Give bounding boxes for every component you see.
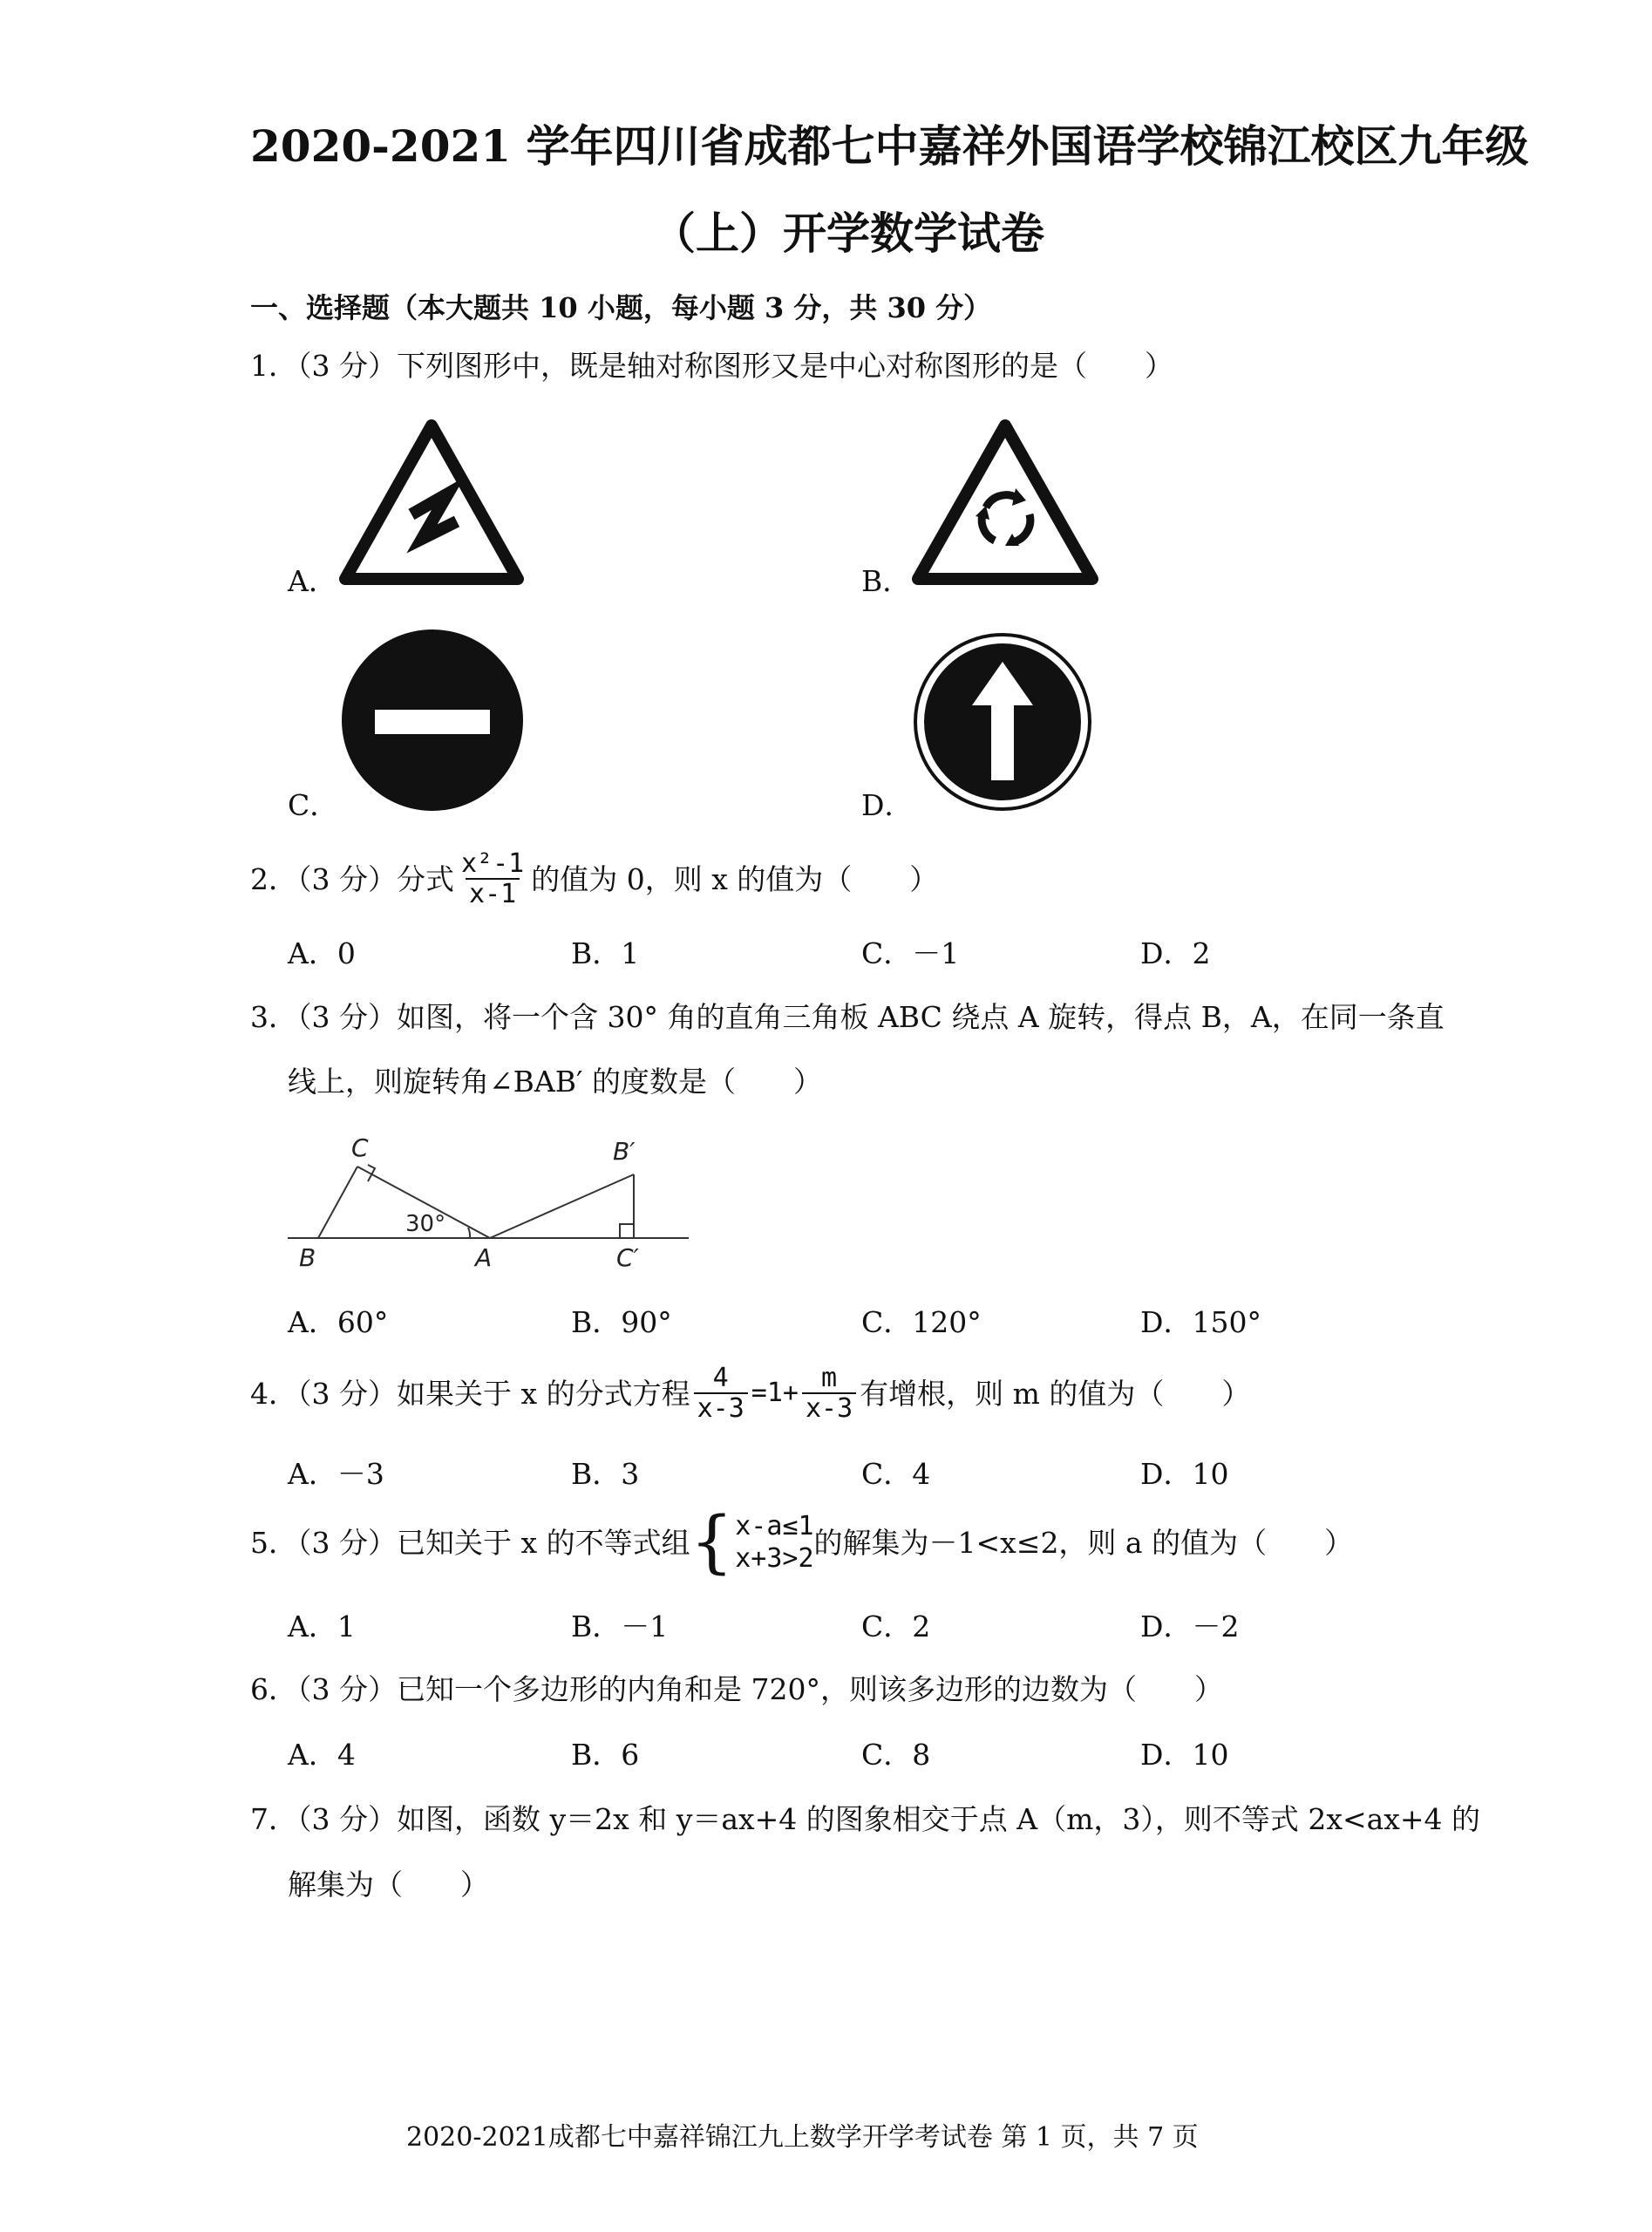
q4-fraction-1-denominator: x-3 [694,1392,748,1423]
q6-option-b: B．6 [571,1738,640,1772]
q3-option-a: A．60° [288,1305,389,1339]
q5-inequality-system [690,1503,814,1582]
q3-option-b: B．90° [571,1305,672,1339]
left-brace-icon: { [690,1503,734,1582]
title-line-1: 2020-2021 学年四川省成都七中嘉祥外国语学校锦江校区九年级 [250,120,1529,172]
curve-road-warning-sign-icon [338,418,525,586]
question-3-line-2: 线上，则旋转角∠BAB′ 的度数是（ ） [288,1065,822,1099]
q4-fraction-2-numerator: m [821,1363,838,1393]
figure-label-c: C [351,1133,369,1162]
question-2-stem [250,850,938,908]
question-6-stem: 6．（3 分）已知一个多边形的内角和是 720°，则该多边形的边数为（ ） [250,1672,1223,1706]
q5-option-d: D．－2 [1140,1609,1240,1643]
q5-option-c: C．2 [861,1609,931,1643]
q4-prefix: 4．（3 分）如果关于 x 的分式方程 [250,1376,690,1411]
question-1-stem: 1．（3 分）下列图形中，既是轴对称图形又是中心对称图形的是（ ） [250,349,1173,383]
q1-option-a-label: A． [288,564,337,598]
figure-label-b: B [299,1243,316,1272]
q2-option-b: B．1 [571,936,640,970]
q2-option-d: D．2 [1140,936,1211,970]
straight-ahead-sign-icon [913,632,1092,812]
roundabout-warning-sign-icon [911,418,1099,586]
title-line-2: （上）开学数学试卷 [652,208,1044,259]
q5-suffix: 的解集为－1<x≤2，则 a 的值为（ ） [813,1525,1354,1560]
question-5-stem [250,1503,1354,1582]
question-4-stem [250,1364,1250,1423]
q4-suffix: 有增根，则 m 的值为（ ） [860,1376,1251,1411]
q6-option-d: D．10 [1140,1738,1229,1772]
q4-option-b: B．3 [571,1457,640,1491]
q2-fraction-numerator: x²-1 [460,848,525,879]
q4-fraction-2 [802,1364,856,1423]
q2-option-a: A．0 [288,936,356,970]
q2-prefix: 2．（3 分）分式 [250,861,454,896]
q5-inequality-2: x+3>2 [735,1543,814,1574]
q5-option-a: A．1 [288,1609,356,1643]
q2-suffix: 的值为 0，则 x 的值为（ ） [531,861,939,896]
q4-fraction-2-denominator: x-3 [802,1392,856,1423]
q3-option-d: D．150° [1140,1305,1261,1339]
q3-rotated-triangle-figure [283,1125,697,1273]
q5-prefix: 5．（3 分）已知关于 x 的不等式组 [250,1525,690,1560]
no-entry-sign-icon [340,628,525,813]
figure-angle-label: 30° [405,1211,446,1237]
q2-option-c: C．－1 [861,936,960,970]
figure-label-a: A [475,1243,493,1272]
question-7-line-2: 解集为（ ） [288,1868,489,1902]
q5-option-b: B．－1 [571,1609,669,1643]
figure-label-b-prime: B′ [613,1137,636,1166]
q5-inequality-1: x-a≤1 [735,1510,814,1541]
q4-option-a: A．－3 [288,1457,384,1491]
q3-option-c: C．120° [861,1305,982,1339]
q4-option-d: D．10 [1140,1457,1229,1491]
page-footer: 2020-2021成都七中嘉祥锦江九上数学开学考试卷 第 1 页，共 7 页 [406,2122,1199,2153]
q4-option-c: C．4 [861,1457,931,1491]
q2-fraction [458,850,527,908]
q6-option-c: C．8 [861,1738,931,1772]
figure-label-c-prime: C′ [616,1243,639,1272]
q2-fraction-denominator: x-1 [466,878,520,908]
q4-fraction-1-numerator: 4 [712,1363,729,1393]
question-7-line-1: 7．（3 分）如图，函数 y＝2x 和 y＝ax+4 的图象相交于点 A（m，3），则不等式 2x<ax+4 的 [250,1802,1481,1836]
q1-option-c-label: C． [288,788,339,822]
q6-option-a: A．4 [288,1738,356,1772]
section-heading: 一、选择题（本大题共 10 小题，每小题 3 分，共 30 分） [250,291,992,324]
q4-fraction-1 [694,1364,748,1423]
q1-option-d-label: D． [861,788,914,822]
q1-option-b-label: B． [861,564,912,598]
question-3-line-1: 3．（3 分）如图，将一个含 30° 角的直角三角板 ABC 绕点 A 旋转，得点 B，A，在同一条直 [250,1000,1445,1034]
q4-middle: =1+ [751,1378,799,1409]
